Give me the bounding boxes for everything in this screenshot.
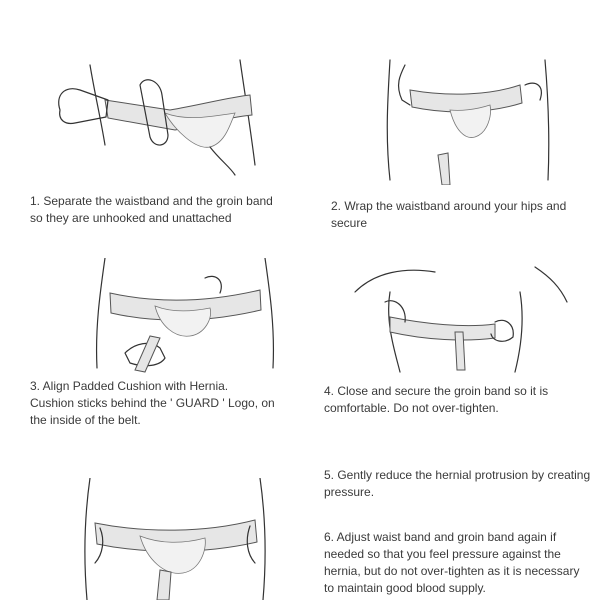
step-3-line: Cushion sticks behind the ' GUARD ' Logo, on xyxy=(30,396,275,410)
step-1-line: so they are unhooked and unattached xyxy=(30,211,232,225)
illustration-step-1 xyxy=(50,55,280,180)
step-4-line: comfortable. Do not over-tighten. xyxy=(324,401,499,415)
step-1-line: 1. Separate the waistband and the groin band xyxy=(30,194,273,208)
illustration-step-3 xyxy=(75,258,295,373)
step-5-line: 5. Gently reduce the hernial protrusion by creating xyxy=(324,468,591,482)
step-2-text xyxy=(331,198,566,232)
step-3-text xyxy=(30,378,275,429)
step-2-line: 2. Wrap the waistband around your hips and xyxy=(331,199,567,213)
step-2-line: secure xyxy=(331,216,368,230)
illustration-step-6 xyxy=(65,478,290,600)
illustration-step-4 xyxy=(345,262,575,377)
step-3-line: 3. Align Padded Cushion with Hernia. xyxy=(30,379,229,393)
step-6-line: to maintain good blood supply. xyxy=(324,581,486,595)
step-5-text xyxy=(324,467,590,501)
step-5-line: pressure. xyxy=(324,485,375,499)
step-6-line: hernia, but do not over-tighten as it is necessary xyxy=(324,564,580,578)
step-4-text xyxy=(324,383,548,417)
step-3-line: the inside of the belt. xyxy=(30,413,141,427)
step-6-text xyxy=(324,529,579,597)
step-6-line: 6. Adjust waist band and groin band again if xyxy=(324,530,557,544)
step-6-line: needed so that you feel pressure against the xyxy=(324,547,561,561)
step-4-line: 4. Close and secure the groin band so it is xyxy=(324,384,549,398)
illustration-step-2 xyxy=(360,55,570,185)
step-1-text xyxy=(30,193,273,227)
